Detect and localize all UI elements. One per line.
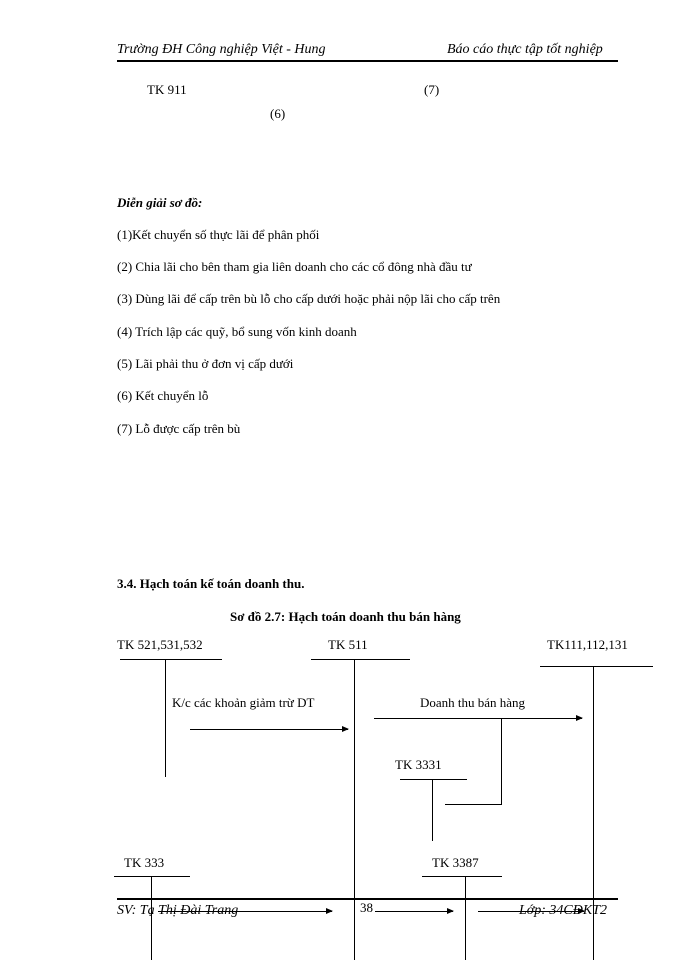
explanation-item-4: (4) Trích lập các quỹ, bổ sung vốn kinh doanh (117, 324, 357, 339)
tk521-bar (120, 659, 222, 660)
footer-class: Lớp: 34CĐKT2 (519, 903, 607, 918)
tk3387-bar (422, 876, 502, 877)
explanation-item-3: (3) Dùng lãi để cấp trên bù lỗ cho cấp dưới hoặc phải nộp lãi cho cấp trên (117, 291, 501, 306)
tk3331-connector-vertical (501, 718, 502, 805)
tk3331-connector-horizontal (445, 804, 502, 805)
account-tk333: TK 333 (124, 855, 165, 870)
kc-label: K/c các khoản giảm trừ DT (172, 695, 315, 710)
tk521-stem (165, 659, 166, 777)
explanation-item-1: (1)Kết chuyển số thực lãi để phân phối (117, 227, 320, 242)
label-7: (7) (424, 82, 440, 97)
tk333-bar (114, 876, 190, 877)
explanation-title: Diễn giải sơ đồ: (117, 195, 203, 210)
account-tk3331: TK 3331 (395, 757, 442, 772)
tk3331-stem (432, 779, 433, 841)
account-tk111: TK111,112,131 (547, 637, 628, 652)
dt-arrow (374, 718, 582, 719)
tk3387-arrow-left (375, 911, 453, 912)
tk911-label: TK 911 (147, 82, 187, 97)
tk3331-bar (400, 779, 467, 780)
kc-arrow (190, 729, 348, 730)
tk111-bar (540, 666, 653, 667)
section-title: 3.4. Hạch toán kế toán doanh thu. (117, 576, 305, 591)
explanation-item-7: (7) Lỗ được cấp trên bù (117, 421, 241, 436)
header-rule (117, 60, 618, 62)
explanation-item-6: (6) Kết chuyển lỗ (117, 388, 209, 403)
diagram-title: Sơ đồ 2.7: Hạch toán doanh thu bán hàng (230, 609, 461, 624)
header-school: Trường ĐH Công nghiệp Việt - Hung (117, 42, 326, 57)
label-6: (6) (270, 106, 286, 121)
account-tk521: TK 521,531,532 (117, 637, 203, 652)
header-report-title: Báo cáo thực tập tốt nghiệp (447, 42, 603, 57)
account-tk3387: TK 3387 (432, 855, 479, 870)
explanation-item-5: (5) Lãi phải thu ở đơn vị cấp dưới (117, 356, 294, 371)
tk3387-stem (465, 876, 466, 960)
explanation-item-2: (2) Chia lãi cho bên tham gia liên doanh cho các cổ đông nhà đầu tư (117, 259, 472, 274)
footer-page-number: 38 (360, 900, 373, 915)
footer-student: SV: Tạ Thị Đài Trang (117, 903, 239, 918)
account-tk511: TK 511 (328, 637, 368, 652)
tk511-stem (354, 659, 355, 960)
tk511-bar (311, 659, 410, 660)
dt-label: Doanh thu bán hàng (420, 695, 526, 710)
